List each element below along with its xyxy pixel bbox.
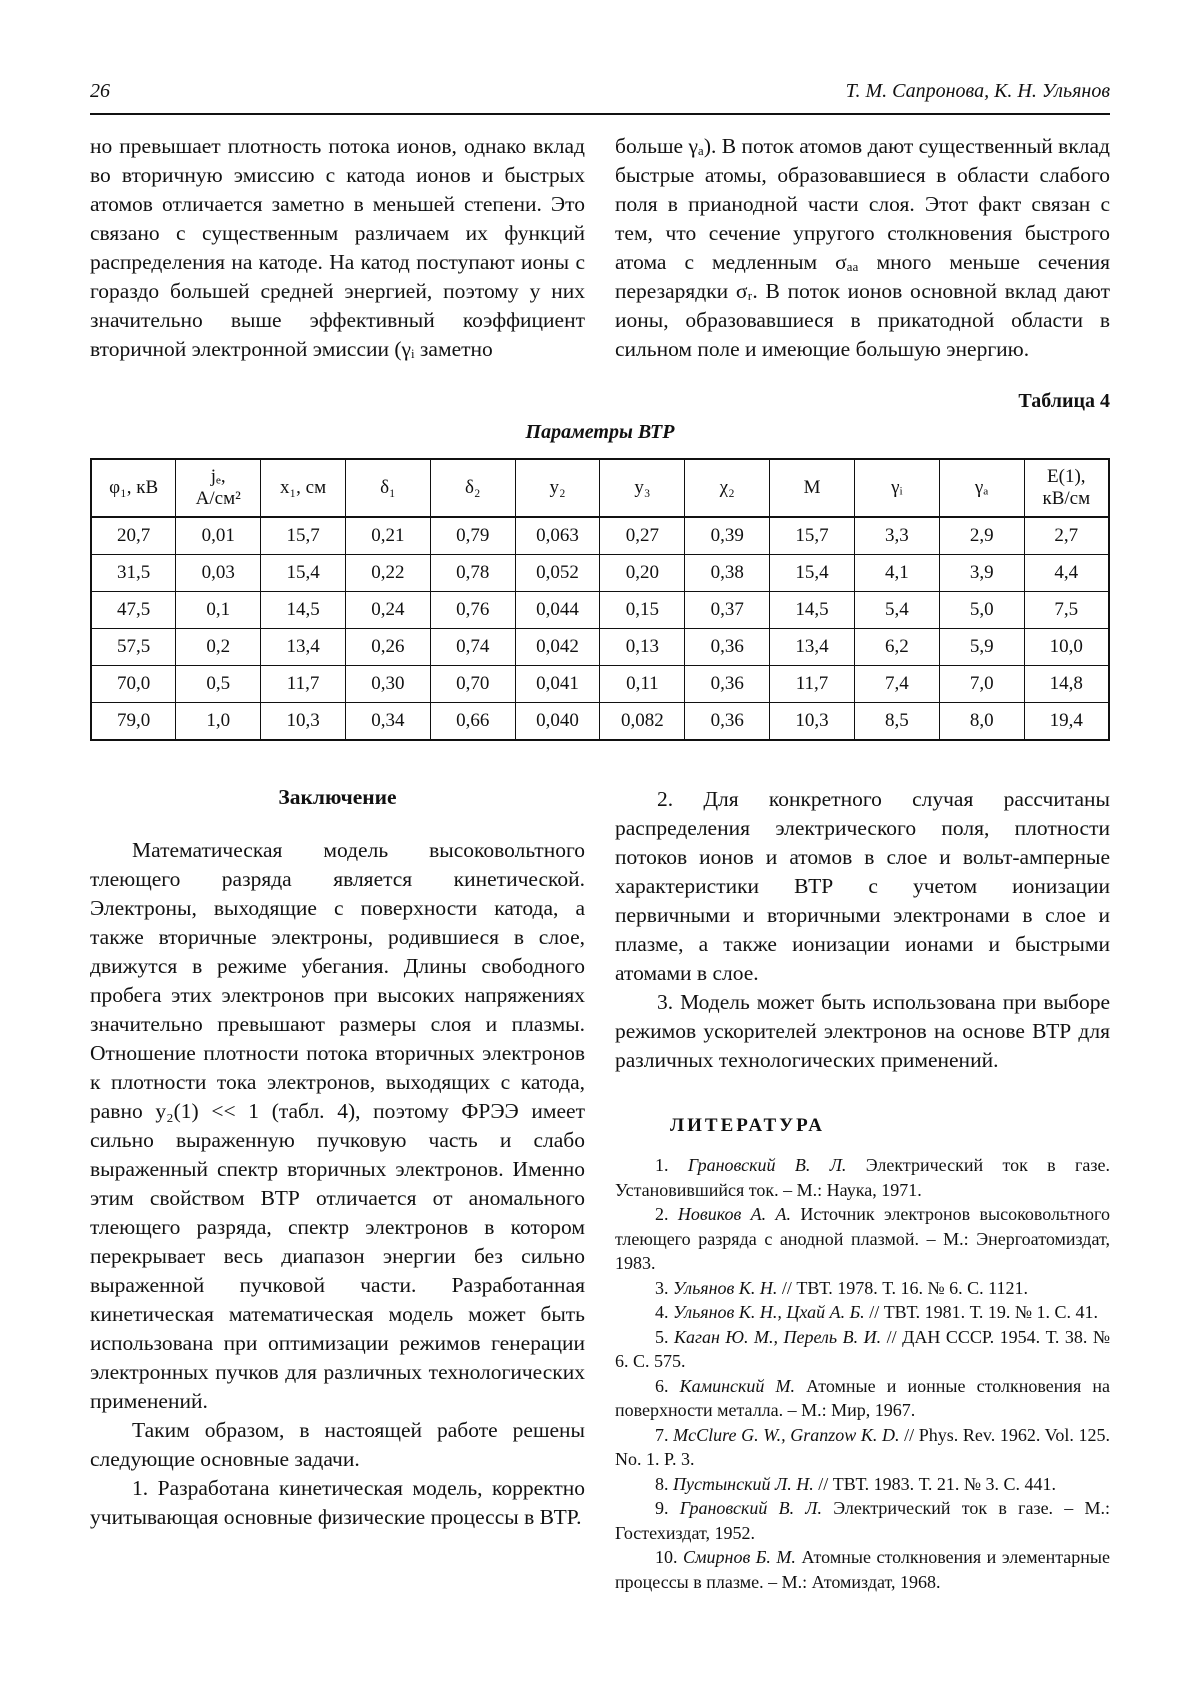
table-cell: 47,5 bbox=[91, 592, 176, 629]
reference-authors: Каминский М. bbox=[679, 1375, 807, 1396]
table-cell: 14,5 bbox=[261, 592, 346, 629]
table-cell: 0,38 bbox=[685, 555, 770, 592]
table-column-header: δ₂ bbox=[430, 459, 515, 517]
conclusion-paragraph: 2. Для конкретного случая рассчитаны распределения электрического поля, плотности потоков ионов и атомов в слое и вольт-амперные характеристики ВТР с учетом ионизации первичными и вторичными электронами в слое и плазме, а также ионизации ионами и быстрыми атомами в слое. bbox=[615, 787, 1110, 985]
table-cell: 0,063 bbox=[515, 517, 600, 555]
table-cell: 10,3 bbox=[770, 703, 855, 741]
table-cell: 14,5 bbox=[770, 592, 855, 629]
table-row bbox=[91, 592, 1109, 629]
running-head-authors: Т. М. Сапронова, К. Н. Ульянов bbox=[845, 80, 1110, 102]
reference-number: 6. bbox=[655, 1375, 680, 1396]
table-cell: 0,74 bbox=[430, 629, 515, 666]
reference-item bbox=[615, 1325, 1110, 1374]
table-label: Таблица 4 bbox=[1018, 390, 1110, 412]
table-cell: 57,5 bbox=[91, 629, 176, 666]
table-cell: 0,042 bbox=[515, 629, 600, 666]
table-cell: 0,66 bbox=[430, 703, 515, 741]
running-head bbox=[90, 80, 1110, 103]
table-cell: 11,7 bbox=[261, 666, 346, 703]
reference-text: Электрический ток в газе. – М.: Гостехиздат, 1952. bbox=[615, 1498, 1110, 1543]
page-number: 26 bbox=[90, 80, 110, 102]
table-column-header: E(1), кВ/см bbox=[1024, 459, 1109, 517]
conclusion-right-column bbox=[615, 785, 1110, 1594]
reference-authors: Грановский В. Л. bbox=[679, 1498, 834, 1518]
table-column-header: γₐ bbox=[939, 459, 1024, 517]
table-cell: 2,7 bbox=[1024, 517, 1109, 555]
reference-authors: Ульянов К. Н. bbox=[673, 1277, 782, 1298]
table-cell: 7,4 bbox=[854, 666, 939, 703]
conclusion-left-column bbox=[90, 785, 585, 1594]
reference-number: 9. bbox=[655, 1498, 680, 1518]
table-column-header: χ₂ bbox=[685, 459, 770, 517]
table-column-header: y₂ bbox=[515, 459, 600, 517]
table-cell: 3,3 bbox=[854, 517, 939, 555]
reference-text: Атомные и ионные столкновения на поверхности металла. – М.: Мир, 1967. bbox=[615, 1375, 1111, 1420]
reference-number: 7. bbox=[655, 1424, 674, 1445]
table-cell: 0,79 bbox=[430, 517, 515, 555]
reference-item bbox=[615, 1423, 1110, 1472]
table-cell: 0,5 bbox=[176, 666, 261, 703]
table-cell: 0,082 bbox=[600, 703, 685, 741]
table-cell: 20,7 bbox=[91, 517, 176, 555]
table-cell: 0,36 bbox=[685, 666, 770, 703]
intro-section bbox=[90, 115, 1110, 364]
table-cell: 19,4 bbox=[1024, 703, 1109, 741]
table-cell: 0,01 bbox=[176, 517, 261, 555]
table-cell: 13,4 bbox=[770, 629, 855, 666]
reference-number: 5. bbox=[655, 1326, 675, 1347]
table-cell: 4,4 bbox=[1024, 555, 1109, 592]
table-cell: 0,03 bbox=[176, 555, 261, 592]
table-row bbox=[91, 703, 1109, 741]
reference-authors: Смирнов Б. М. bbox=[683, 1547, 802, 1567]
table-cell: 0,76 bbox=[430, 592, 515, 629]
table-column-header: γᵢ bbox=[854, 459, 939, 517]
table-column-header: jₑ, А/см² bbox=[176, 459, 261, 517]
table-cell: 0,34 bbox=[345, 703, 430, 741]
conclusion-paragraph: 1. Разработана кинетическая модель, корректно учитывающая основные физические процессы в ВТР. bbox=[90, 1476, 585, 1529]
table-cell: 0,044 bbox=[515, 592, 600, 629]
table-cell: 0,36 bbox=[685, 629, 770, 666]
table-row bbox=[91, 555, 1109, 592]
table-row bbox=[91, 629, 1109, 666]
table-cell: 0,21 bbox=[345, 517, 430, 555]
table-cell: 3,9 bbox=[939, 555, 1024, 592]
reference-text: Источник электронов высоковольтного тлеющего разряда с анодной плазмой. – М.: Энергоатомиздат, 1983. bbox=[615, 1204, 1110, 1273]
table-cell: 2,9 bbox=[939, 517, 1024, 555]
reference-authors: Грановский В. Л. bbox=[687, 1155, 866, 1175]
table-cell: 0,39 bbox=[685, 517, 770, 555]
table-column-header: x₁, см bbox=[261, 459, 346, 517]
table-cell: 15,7 bbox=[770, 517, 855, 555]
table-column-header: δ₁ bbox=[345, 459, 430, 517]
reference-authors: Ульянов К. Н., Цхай А. Б. bbox=[673, 1302, 870, 1322]
reference-authors: Пустынский Л. Н. bbox=[673, 1473, 819, 1494]
table-block bbox=[90, 390, 1110, 741]
table-cell: 0,78 bbox=[430, 555, 515, 592]
reference-item bbox=[615, 1472, 1110, 1497]
reference-number: 2. bbox=[655, 1204, 678, 1224]
table-body bbox=[91, 517, 1109, 740]
table-cell: 0,27 bbox=[600, 517, 685, 555]
table-cell: 0,26 bbox=[345, 629, 430, 666]
table-column-header: φ₁, кВ bbox=[91, 459, 176, 517]
intro-right-paragraph: больше γₐ). В поток атомов дают существенный вклад быстрые атомы, образовавшиеся в области слабого поля в прианодной части слоя. Этот факт связан с тем, что сечение упругого столкновения быстрого атома с медленным σₐₐ много меньше сечения перезарядки σᵣ. В поток ионов основной вклад дают ионы, образовавшиеся в прикатодной области в сильном поле и имеющие большую энергию. bbox=[615, 134, 1110, 361]
reference-text: // ТВТ. 1978. Т. 16. № 6. С. 1121. bbox=[781, 1277, 1028, 1298]
reference-item bbox=[615, 1300, 1110, 1325]
reference-item bbox=[615, 1202, 1110, 1276]
table-cell: 15,4 bbox=[770, 555, 855, 592]
reference-number: 3. bbox=[655, 1277, 673, 1298]
table-cell: 0,30 bbox=[345, 666, 430, 703]
table-cell: 5,9 bbox=[939, 629, 1024, 666]
table-cell: 31,5 bbox=[91, 555, 176, 592]
table-cell: 0,11 bbox=[600, 666, 685, 703]
table-cell: 0,24 bbox=[345, 592, 430, 629]
reference-authors: Новиков А. А. bbox=[677, 1204, 801, 1224]
table-cell: 0,1 bbox=[176, 592, 261, 629]
reference-authors: McClure G. W., Granzow K. D. bbox=[673, 1424, 905, 1445]
references-list bbox=[615, 1153, 1110, 1594]
reference-text: // Phys. Rev. 1962. Vol. 125. No. 1. P. 3. bbox=[615, 1424, 1110, 1469]
table-cell: 0,041 bbox=[515, 666, 600, 703]
table-row bbox=[91, 666, 1109, 703]
parameters-table bbox=[90, 458, 1110, 741]
table-cell: 8,5 bbox=[854, 703, 939, 741]
table-cell: 0,15 bbox=[600, 592, 685, 629]
table-cell: 8,0 bbox=[939, 703, 1024, 741]
reference-number: 1. bbox=[655, 1155, 688, 1175]
table-cell: 0,70 bbox=[430, 666, 515, 703]
table-cell: 11,7 bbox=[770, 666, 855, 703]
reference-text: // ДАН СССР. 1954. Т. 38. № 6. С. 575. bbox=[615, 1326, 1111, 1371]
table-header bbox=[91, 459, 1109, 517]
table-column-header: M bbox=[770, 459, 855, 517]
table-cell: 0,37 bbox=[685, 592, 770, 629]
table-cell: 10,0 bbox=[1024, 629, 1109, 666]
table-cell: 1,0 bbox=[176, 703, 261, 741]
reference-number: 8. bbox=[655, 1473, 673, 1494]
reference-item bbox=[615, 1496, 1110, 1545]
table-cell: 0,2 bbox=[176, 629, 261, 666]
table-cell: 13,4 bbox=[261, 629, 346, 666]
conclusion-paragraph: Математическая модель высоковольтного тлеющего разряда является кинетической. Электроны, выходящие с поверхности катода, а также вторичные электроны, родившиеся в слое, движутся в режиме убегания. Длины свободного пробега этих электронов при высоких напряжениях значительно превышают размеры слоя и плазмы. Отношение плотности потока вторичных электронов к плотности тока электронов, выходящих с катода, равно y₂(1) << 1 (табл. 4), поэтому ФРЭЭ имеет сильно выраженную пучковую часть и слабо выраженный спектр вторичных электронов. Именно этим свойством ВТР отличается от аномального тлеющего разряда, спектр электронов в котором перекрывает весь диапазон энергии без сильно выраженной пучковой части. Разработанная кинетическая математическая модель может быть использована при оптимизации режимов генерации электронных пучков для различных технологических применений. bbox=[90, 838, 585, 1413]
table-cell: 0,36 bbox=[685, 703, 770, 741]
references-heading: ЛИТЕРАТУРА bbox=[670, 1115, 826, 1136]
table-cell: 0,20 bbox=[600, 555, 685, 592]
conclusion-paragraph: 3. Модель может быть использована при выборе режимов ускорителей электронов на основе ВТР для различных технологических применений. bbox=[615, 990, 1110, 1072]
table-cell: 70,0 bbox=[91, 666, 176, 703]
table-cell: 14,8 bbox=[1024, 666, 1109, 703]
table-cell: 6,2 bbox=[854, 629, 939, 666]
table-cell: 79,0 bbox=[91, 703, 176, 741]
conclusion-section bbox=[90, 785, 1110, 1594]
table-cell: 0,22 bbox=[345, 555, 430, 592]
reference-authors: Каган Ю. М., Перель В. И. bbox=[674, 1326, 887, 1347]
table-header-row bbox=[91, 459, 1109, 517]
reference-number: 10. bbox=[655, 1547, 684, 1567]
reference-text: // ТВТ. 1983. Т. 21. № 3. С. 441. bbox=[818, 1473, 1057, 1494]
table-cell: 7,0 bbox=[939, 666, 1024, 703]
table-cell: 0,13 bbox=[600, 629, 685, 666]
table-cell: 0,052 bbox=[515, 555, 600, 592]
table-cell: 10,3 bbox=[261, 703, 346, 741]
intro-left-column bbox=[90, 115, 585, 364]
reference-text: // ТВТ. 1981. Т. 19. № 1. С. 41. bbox=[869, 1302, 1099, 1322]
reference-item bbox=[615, 1153, 1110, 1202]
reference-text: Электрический ток в газе. Установившийся ток. – М.: Наука, 1971. bbox=[615, 1155, 1111, 1200]
table-column-header: y₃ bbox=[600, 459, 685, 517]
table-cell: 0,040 bbox=[515, 703, 600, 741]
table-cell: 15,4 bbox=[261, 555, 346, 592]
reference-item bbox=[615, 1276, 1110, 1301]
table-cell: 5,0 bbox=[939, 592, 1024, 629]
table-title: Параметры ВТР bbox=[525, 421, 675, 443]
intro-left-paragraph: но превышает плотность потока ионов, однако вклад во вторичную эмиссию с катода ионов и быстрых атомов отличается заметно в меньшей степени. Это связано с существенным различаем их функций распределения на катоде. На катод поступают ионы с гораздо большей средней энергией, поэтому у них значительно выше эффективный коэффициент вторичной электронной эмиссии (γᵢ заметно bbox=[90, 134, 585, 361]
reference-text: Атомные столкновения и элементарные процессы в плазме. – М.: Атомиздат, 1968. bbox=[615, 1547, 1110, 1592]
table-cell: 7,5 bbox=[1024, 592, 1109, 629]
reference-number: 4. bbox=[655, 1302, 673, 1322]
table-row bbox=[91, 517, 1109, 555]
table-cell: 15,7 bbox=[261, 517, 346, 555]
conclusion-paragraph: Таким образом, в настоящей работе решены следующие основные задачи. bbox=[90, 1418, 585, 1471]
conclusion-heading: Заключение bbox=[278, 785, 397, 809]
table-cell: 5,4 bbox=[854, 592, 939, 629]
table-cell: 4,1 bbox=[854, 555, 939, 592]
intro-right-column bbox=[615, 115, 1110, 364]
reference-item bbox=[615, 1545, 1110, 1594]
reference-item bbox=[615, 1374, 1110, 1423]
